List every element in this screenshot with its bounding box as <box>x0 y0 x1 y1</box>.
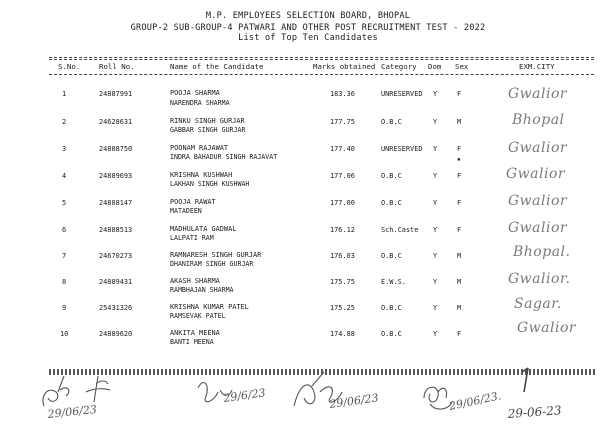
cell-father-name: MATADEEN <box>170 207 202 215</box>
cell-exam-city: Gwalior <box>506 166 566 182</box>
cell-marks: 177.06 <box>330 172 355 180</box>
cell-sex: M <box>457 278 462 286</box>
cell-exam-city: Bhopal <box>512 112 565 128</box>
cell-roll: 25431326 <box>99 304 133 312</box>
signature-2 <box>190 362 280 426</box>
cell-sno: 6 <box>62 226 67 234</box>
signature-4 <box>418 362 508 426</box>
cell-roll: 24888750 <box>99 145 133 153</box>
svg-text:29-06-23: 29-06-23 <box>507 403 562 421</box>
cell-name: RINKU SINGH GURJAR <box>170 117 245 125</box>
board-title: M.P. EMPLOYEES SELECTION BOARD, BHOPAL <box>205 11 411 21</box>
cell-sex: F <box>457 330 462 338</box>
cell-exam-city: Gwalior <box>508 220 568 236</box>
cell-name: POONAM RAJAWAT <box>170 144 229 152</box>
cell-sno: 10 <box>60 330 69 338</box>
svg-text:29/6/23: 29/6/23 <box>222 386 267 405</box>
cell-name: POOJA SHARMA <box>170 89 220 97</box>
cell-sex: F <box>457 145 462 153</box>
cell-dom: Y <box>433 278 438 286</box>
cell-sno: 2 <box>62 118 67 126</box>
cell-dom: Y <box>433 172 438 180</box>
cell-sex: M <box>457 304 462 312</box>
cell-category: UNRESERVED <box>381 90 423 98</box>
cell-name: AKASH SHARMA <box>170 277 220 285</box>
cell-marks: 177.75 <box>330 118 355 126</box>
cell-father-name: LALPATI RAM <box>170 234 214 242</box>
col-name: Name of the Candidate <box>170 62 264 71</box>
col-sno: S.No. <box>58 62 81 71</box>
cell-sno: 7 <box>62 252 67 260</box>
cell-sex: F <box>457 90 462 98</box>
cell-sex: M <box>457 252 462 260</box>
cell-sno: 4 <box>62 172 67 180</box>
col-category: Category <box>381 62 417 71</box>
cell-category: O.B.C <box>381 118 402 126</box>
list-title: List of Top Ten Candidates <box>238 33 378 43</box>
cell-name: RAMNARESH SINGH GURJAR <box>170 251 262 259</box>
cell-sex: F <box>457 226 462 234</box>
cell-dom: Y <box>433 330 438 338</box>
signature-5 <box>506 362 586 428</box>
col-dom: Dom <box>428 62 442 71</box>
cell-exam-city: Gwalior. <box>508 271 571 287</box>
cell-sno: 9 <box>62 304 67 312</box>
cell-roll: 24889620 <box>99 330 133 338</box>
cell-dom: Y <box>433 118 438 126</box>
cell-marks: 177.40 <box>330 145 355 153</box>
cell-father-name: RAMBHAJAN SHARMA <box>170 286 234 294</box>
cell-sex: F <box>457 172 462 180</box>
exam-title: GROUP-2 SUB-GROUP-4 PATWARI AND OTHER POST RECRUITMENT TEST - 2022 <box>130 23 486 33</box>
col-marks: Marks obtained <box>313 62 376 71</box>
cell-roll: 24888147 <box>99 199 133 207</box>
cell-dom: Y <box>433 252 438 260</box>
cell-name: KRISHNA KUSHWAH <box>170 171 233 179</box>
header-top-rule <box>49 57 594 58</box>
cell-marks: 175.25 <box>330 304 355 312</box>
cell-dom: Y <box>433 304 438 312</box>
cell-category: O.B.C <box>381 172 402 180</box>
header-bottom-rule <box>49 74 594 75</box>
cell-category: O.B.C <box>381 199 402 207</box>
cell-marks: 176.03 <box>330 252 355 260</box>
cell-marks: 176.12 <box>330 226 355 234</box>
cell-sex: M <box>457 118 462 126</box>
cell-roll: 24670273 <box>99 252 133 260</box>
col-roll: Roll No. <box>99 62 135 71</box>
cell-roll: 24889431 <box>99 278 133 286</box>
cell-category: UNRESERVED <box>381 145 423 153</box>
cell-sno: 1 <box>62 90 67 98</box>
cell-dom: Y <box>433 145 438 153</box>
cell-exam-city: Gwalior <box>517 320 577 336</box>
cell-exam-city: Sagar. <box>514 296 562 312</box>
cell-sno: 8 <box>62 278 67 286</box>
cell-exam-city: Gwalior <box>508 140 568 156</box>
cell-exam-city: Bhopal. <box>513 244 571 260</box>
cell-name: MADHULATA GADWAL <box>170 225 237 233</box>
cell-roll: 24888513 <box>99 226 133 234</box>
cell-exam-city: Gwalior <box>508 193 568 209</box>
stray-mark: ▪ <box>457 156 461 163</box>
cell-father-name: NARENDRA SHARMA <box>170 99 230 107</box>
cell-father-name: RAMSEVAK PATEL <box>170 312 226 320</box>
cell-sex: F <box>457 199 462 207</box>
col-city: EXM.CITY <box>519 62 555 71</box>
cell-marks: 177.00 <box>330 199 355 207</box>
cell-roll: 24889693 <box>99 172 133 180</box>
cell-roll: 24628631 <box>99 118 133 126</box>
cell-name: POOJA RAWAT <box>170 198 216 206</box>
cell-father-name: LAKHAN SINGH KUSHWAH <box>170 180 250 188</box>
cell-marks: 175.75 <box>330 278 355 286</box>
cell-father-name: BANTI MEENA <box>170 338 214 346</box>
cell-name: KRISHNA KUMAR PATEL <box>170 303 249 311</box>
cell-father-name: INDRA BAHADUR SINGH RAJAVAT <box>170 153 278 161</box>
cell-category: O.B.C <box>381 252 402 260</box>
svg-text:29/06/23: 29/06/23 <box>46 402 98 421</box>
cell-marks: 183.36 <box>330 90 355 98</box>
cell-dom: Y <box>433 226 438 234</box>
svg-text:29/06/23: 29/06/23 <box>328 391 380 411</box>
cell-dom: Y <box>433 90 438 98</box>
cell-category: O.B.C <box>381 304 402 312</box>
signature-1 <box>38 362 128 426</box>
cell-roll: 24887991 <box>99 90 133 98</box>
cell-exam-city: Gwalior <box>508 86 568 102</box>
cell-father-name: DHANIRAM SINGH GURJAR <box>170 260 254 268</box>
cell-father-name: GABBAR SINGH GURJAR <box>170 126 246 134</box>
cell-sno: 5 <box>62 199 67 207</box>
cell-dom: Y <box>433 199 438 207</box>
cell-category: E.W.S. <box>381 278 406 286</box>
header-top-rule-2 <box>49 59 594 60</box>
svg-text:29/06/23.: 29/06/23. <box>447 389 503 413</box>
signature-3 <box>290 362 400 426</box>
cell-sno: 3 <box>62 145 67 153</box>
cell-category: O.B.C <box>381 330 402 338</box>
cell-category: Sch.Caste <box>381 226 419 234</box>
cell-marks: 174.88 <box>330 330 355 338</box>
cell-name: ANKITA MEENA <box>170 329 220 337</box>
col-sex: Sex <box>455 62 469 71</box>
